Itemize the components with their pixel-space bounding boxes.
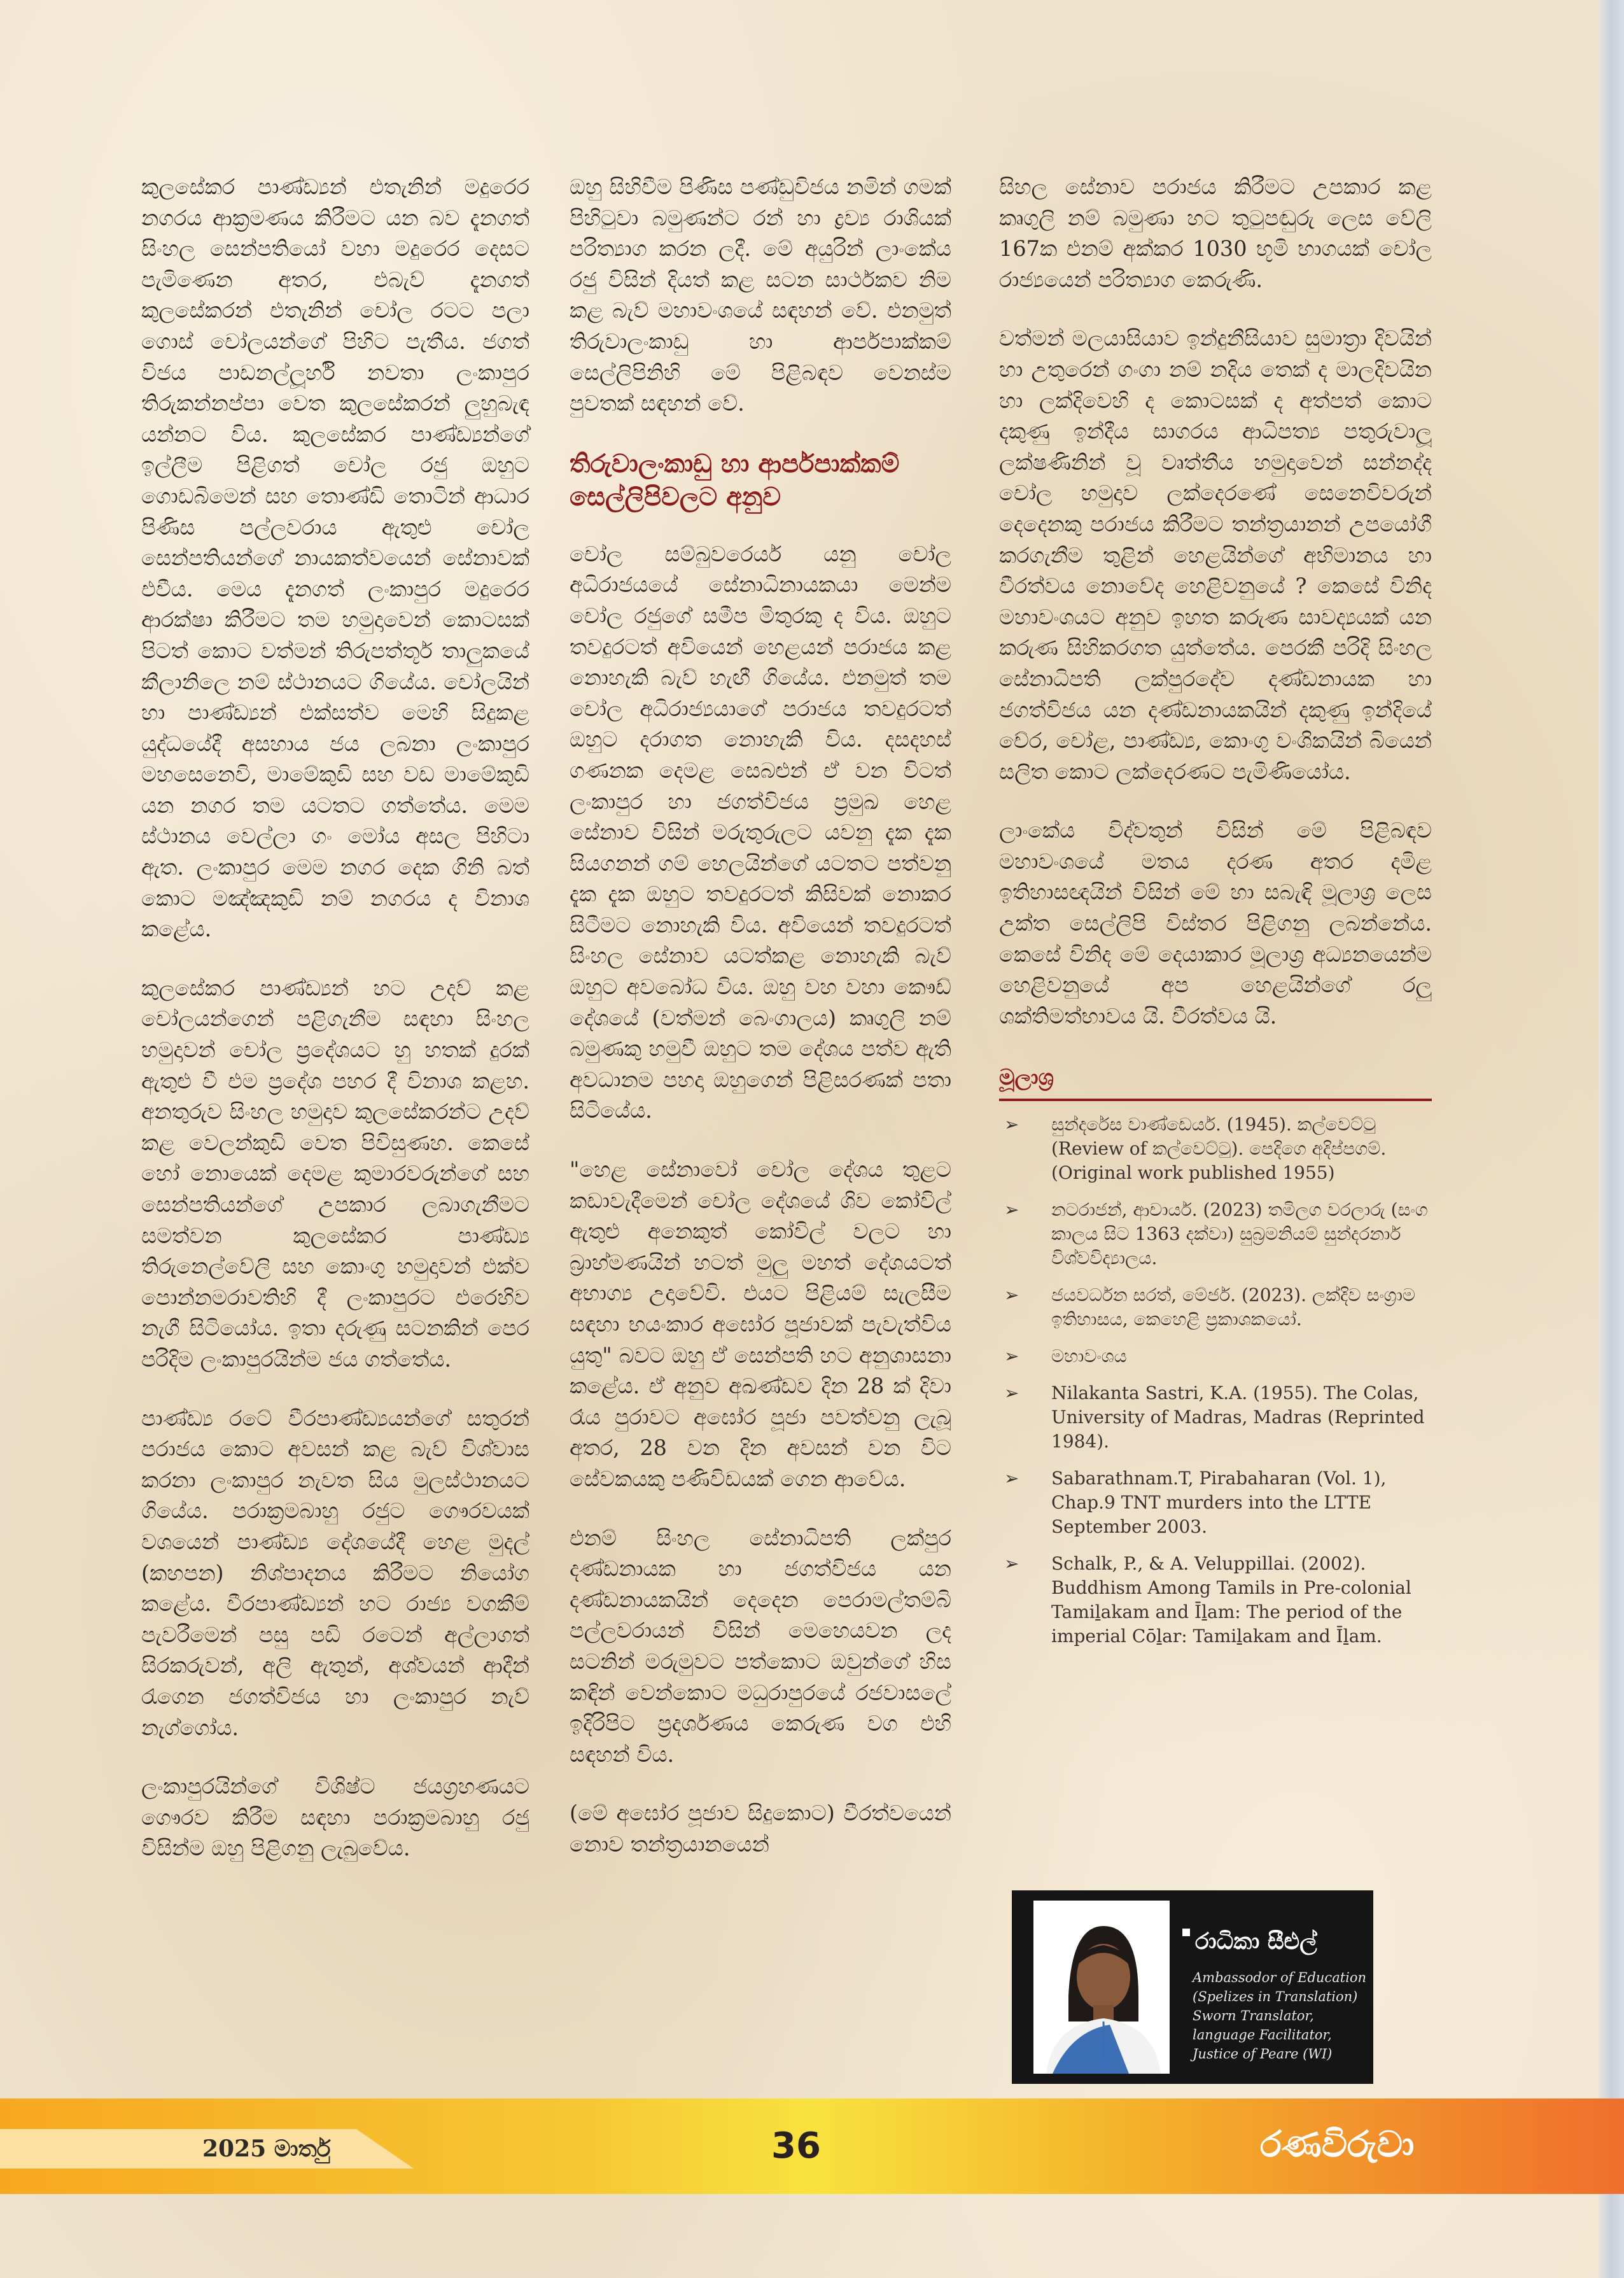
reference-item <box>999 1381 1432 1454</box>
reference-text: Schalk, P., & A. Veluppillai. (2002). Buddhism Among Tamils in Pre-colonial Tamiḻakam and Īḻam: The period of the imperial Cōḻar: Tamiḻakam and Īḻam. <box>1051 1553 1411 1647</box>
references-list <box>999 1113 1432 1649</box>
reference-text: සුන්දරේස වාණ්ඩෙයර්. (1945). කල්වෙට්ටු (Review of කල්වෙට්ටු). පෙදිගෙ අදිප්පගම්. (Original work published 1955) <box>1051 1114 1387 1184</box>
paragraph: "හෙළ සේනාවෝ චෝල දේශය තුළට කඩාවැදීමෙන් චෝල දේශයේ ශිව කෝවිල් ඇතුළු අනෙකුත් කෝවිල් වලට හා බ්‍රාහ්මණයින් හටත් මුලු මහත් දේශයටත් අභාග්‍ය උදාවේවි. එයට පිළියම් සැලසීම සඳහා භයංකාර අඝෝර පූජාවක් පැවැත්විය යුතු" බවට ඔහු ඒ සෙන්පති හට අනුශාසනා කළේය. ඒ අනුව අඛණ්ඩව දින 28 ක් දිවා රෑය පුරාවට අඝෝර පූජා පවත්වනු ලැබූ අතර, 28 වන දින අවසන් වන විට සේවකයකු පණිවිඩයක් ගෙන ආවේය. <box>570 1157 951 1491</box>
paragraph: ඔහු සිහිවීම පිණිස පණ්ඩුවිජය නමින් ගමක් පිහිටුවා බමුණන්ට රන් හා ද්‍රව්‍ය රාශියක් පරිත්‍යාග කරන ලදී. මේ අයුරින් ලාංකේය රජු විසින් දියත් කළ සටන සාර්ථකව නිම කළ බැව් මහාවංශයේ සඳහන් වේ. එනමුත් තිරුවාලංකාඩු හා ආර්පපාක්කම් සෙල්ලිපිනිහි මේ පිළිබඳව වෙනස්ම පුවතක් සඳහන් වේ. <box>570 174 951 416</box>
paragraph: සිහල සේනාව පරාජය කිරීමට උපකාර කළ කෘගුලි නම් බමුණා හට තුටුපඬුරු ලෙස වේලි 167ක එනම් අක්කර 1030 භූමි භාගයක් චෝල රාජ්‍යයෙන් පරිත්‍යාග කෙරුණි. <box>999 174 1432 292</box>
author-role-line: Sworn Translator, <box>1193 2008 1314 2023</box>
reference-text: නටරාජන්, ආචාර්ය. (2023) තමිලග වරලාරු (සංග කාලය සිට 1363 දක්වා) සුබ්‍රමනියම් සුන්දරනාර් විශ්වවිද්‍යාලය. <box>1051 1199 1428 1269</box>
paragraph: (මේ අඝෝර පූජාව සිදුකොට) වීරත්වයෙන් නොව තන්ත්‍රයානයෙන් <box>570 1801 951 1857</box>
paragraph: ලංකාපුරයින්ගේ විශිෂ්ට ජයග්‍රහණයට ගෞරව කිරීම සඳහා පරාක්‍රමබාහු රජු විසින්ම ඔහු පිළිගනු ලැබුවේය. <box>141 1774 529 1861</box>
arrow-bullet-icon: ➢ <box>1004 1114 1019 1135</box>
reference-item <box>999 1552 1432 1649</box>
column-2 <box>570 172 951 1888</box>
arrow-bullet-icon: ➢ <box>1004 1346 1019 1367</box>
paragraph: කුලසේකර පාණ්ඩ්‍යන් එතැනින් මදුරෙර නගරය ආක්‍රමණය කිරීමට යන බව දැනගත් සිංහල සෙන්පතියෝ වහා මදුරෙර දෙසට පැමිණෙන අතර, එබැව් දැනගත් කුලසේකරන් එතැනින් චෝල රටට පලා ගොස් චෝලයන්ගේ පිහිට පැතීය. ජගත් විජය පාඩනල්ලූර්හි නවතා ලංකාපුර තිරුකන්නප්පා වෙත කුලසේකරන් ලුහුබැඳ යන්නට විය. කුලසේකර පාණ්ඩ්‍යන්ගේ ඉල්ලීම පිළිගත් චෝල රජු ඔහුට ගොඩබිමෙන් සහ තොණ්ඩි තොටින් ආධාර පිණිස පල්ලවරාය ඇතුළු චෝල සෙන්පතියන්ගේ නායකත්වයෙන් සේනාවක් එවීය. මෙය දැනගත් ලංකාපුර මදුරෙර ආරක්ෂා කිරීමට තම හමුදාවෙන් කොටසක් පිටත් කොට වත්මන් තිරුපත්තූර් තාලුකයේ කීලානිලෙ නම් ස්ථානයට ගියේය. චෝලයින් හා පාණ්ඩ්‍යන් එක්සත්ව මෙහි සිදුකළ යුද්ධයේදී අසහාය ජය ලබනා ලංකාපුර මහසෙනෙවි, මාමේකුඩි සහ වඩ මාමේකුඩි යන නගර තම යටතට ගත්තේය. මෙම ස්ථානය වෙල්ලා ගං මෝය අසල පිහිටා ඇත. ලංකාපුර මෙම නගර දෙක ගිනි බත් කොට මඤ්ඤකුඩි නම් නගරය ද විනාශ කළේය. <box>141 174 529 942</box>
reference-item <box>999 1344 1432 1368</box>
page-edge <box>1599 0 1624 2278</box>
reference-item <box>999 1466 1432 1539</box>
page-number: 36 <box>771 2125 821 2167</box>
reference-text: මහාවංශය <box>1051 1346 1127 1367</box>
issue-date: 2025 මාර්තු <box>202 2135 331 2162</box>
author-photo <box>1033 1901 1170 2074</box>
paragraph: පාණ්ඩ්‍ය රටේ වීරපාණ්ඩ්‍යයන්ගේ සතුරන් පරාජය කොට අවසන් කළ බැව් විශ්වාස කරනා ලංකාපුර නැවත සිය මුලස්ථානයට ගියේය. පරාක්‍රමබාහු රජුට ගෞරවයක් වශයෙන් පාණ්ඩ්‍ය දේශයේදී හෙළ මුදල් (කහපන) නිශ්පාදනය කිරීමට නියෝග කළේය. වීරපාණ්ඩ්‍යන් හට රාජ්‍ය වගකීම් පැවරීමෙන් පසු පඩි රටෙන් අල්ලාගත් සිරකරුවන්, අලි ඇතුන්, අශ්වයන් ආදීන් රැගෙන ජගත්විජය හා ලංකාපුර නැව් නැග්ගෝය. <box>141 1405 529 1740</box>
reference-item <box>999 1198 1432 1270</box>
arrow-bullet-icon: ➢ <box>1004 1284 1019 1306</box>
paragraph: එනම් සිංහල සේනාධිපති ලක්පුර දණ්ඩනායක හා ජගත්විජය යන දණ්ඩනායකයින් දෙදෙන පෙරාමල්තම්බි පල්ලවරායන් විසින් මෙහෙයවන ලද සටනින් මරුමුවට පත්කොට ඔවුන්ගේ හිස කඳින් වෙන්කොට මධුරාපුරයේ රජවාසලේ ඉදිරිපිට ප්‍රදර්ශණය කෙරුණ වග එහි සඳහන් විය. <box>570 1525 951 1767</box>
column-3 <box>999 172 1432 1661</box>
reference-text: ජයවර්ධන සරත්, මේජර්. (2023). ලක්දිව සංග්‍රාම ඉතිහාසය, කෙහෙළි ප්‍රකාශකයෝ. <box>1051 1284 1416 1330</box>
paragraph: චෝල සම්බුවරෙයර් යනු චෝල අධිරාජයයේ සේනාධිනායකයා මෙන්ම චෝල රජුගේ සමීප මිතුරකු ද විය. ඔහුට තවදුරටත් අවියෙන් හෙළයන් පරාජය කළ නොහැකි බැව් හැඟී ගියේය. එනමුත් තම චෝල අධිරාජ්‍යයාගේ පරාජය තවදුරටත් ඔහුට දරාගත නොහැකි විය. දසදහස් ගණනක දෙමළ සෙබළුන් ඒ වන විටත් ලංකාපුර හා ජගත්විජය ප්‍රමුඛ හෙළ සේනාව විසින් මරුතුරුලට යවනු දැක දැක සියගනන් ගම් හෙලයින්ගේ යටතට පත්වනු දැක දැක ඔහුට තවදුරටත් කිසිවක් නොකර සිටීමට නොහැකි විය. අවියෙන් තවදුරටත් සිංහල සේනාව යටත්කළ නොහැකි බැව් ඔහුට අවබෝධ විය. ඔහු වහ වහා කෞඩ් දේශයේ (වත්මන් බෙංගාලය) කෘගුලි නම් බමුණකු හමුවී ඔහුට තම දේශය පත්ව ඇති අවධානම පහදා ඔහුගෙන් පිළිසරණක් පතා සිටියේය. <box>570 541 951 1123</box>
reference-text: Sabarathnam.T, Pirabaharan (Vol. 1), Chap.9 TNT murders into the LTTE September 2003. <box>1051 1468 1387 1538</box>
footer-bar <box>0 2099 1624 2194</box>
arrow-bullet-icon: ➢ <box>1004 1468 1019 1489</box>
paragraph: වත්මන් මලයාසියාව ඉන්දුනීසියාව සුමාත්‍රා දිවයින් හා උතුරෙන් ගංගා නම් නදිය තෙක් ද මාලදිවයින හා ලක්දිවෙහි ද කොටසක් ද අත්පත් කොට දකුණු ඉන්දීය සාගරය ආධිපත්‍ය පතුරුවාලූ ලක්ෂණිනින් වූ වෘත්තීය හමුදාවෙන් සන්නද්ද චෝල හමුදාව ලක්දෙරණේ සෙනෙවිවරුන් දෙදෙනකු පරාජය කිරීමට තන්ත්‍රයානන් උපයෝගී කරගැනීම තුළින් හෙළයින්ගේ අභිමානය හා වීරත්වය නොවේද හෙළිවනුයේ ? කෙසේ විනිද මහාවංශයට අනුව ඉහත කරුණ සාවද්‍යයක් යන කරුණ සිහිකරගත යුත්තේය. පෙරකී පරිදි සිංහල සේනාධිපති ලක්පුරදේව දණ්ඩනායක හා ජගත්විජය යන දණ්ඩනායකයින් දකුණු ඉන්දියේ චේර, චෝළ, පාණ්ඩ්‍ය, කොංගු වංශිකයින් බියෙන් සලිත කොට ලක්දෙරණට පැමිණියෝය. <box>999 326 1432 784</box>
paragraph: ලාංකේය විද්වතුන් විසින් මේ පිළිබඳව මහාවංශයේ මතය දරණ අතර දමිළ ඉතිහාසඥයින් විසින් මේ හා සබැඳි මූලාශ්‍ර ලෙස උක්ත සෙල්ලිපි විස්තර පිළිගනු ලබන්නේය. කෙසේ විනිද මේ දෙයාකාර මූලාශ්‍ර අධ්‍යනයෙන්ම හෙළිවනුයේ අප හෙළයින්ගේ රලු ශක්තිමත්භාවය යි. වීරත්වය යි. <box>999 818 1432 1029</box>
reference-text: Nilakanta Sastri, K.A. (1955). The Colas, University of Madras, Madras (Reprinted 1984). <box>1051 1382 1425 1452</box>
author-role-line: (Spelizes in Translation) <box>1193 1989 1358 2004</box>
reference-item <box>999 1283 1432 1332</box>
arrow-bullet-icon: ➢ <box>1004 1553 1019 1575</box>
author-role-line: Ambassodor of Education <box>1193 1970 1367 1985</box>
arrow-bullet-icon: ➢ <box>1004 1382 1019 1404</box>
references-title: මූලාශ්‍ර <box>999 1062 1432 1101</box>
magazine-brand: රණවිරුවා <box>1260 2124 1415 2165</box>
paragraph: කුලසේකර පාණ්ඩ්‍යන් හට උදව් කළ චෝලයන්ගෙන් පළිගැනීම සඳහා සිංහල හමුදාවන් චෝල ප්‍රදේශයට හු හතක් දුරක් ඇතුළු වී එම ප්‍රදේශ පහර දී විනාශ කළහ. අනතුරුව සිංහල හමුදාව කුලසේකරන්ට උදව් කළ වෙලන්කුඩි වෙත පිවිසුණහ. කෙසේ හෝ නොයෙක් දෙමළ කුමාරවරුන්ගේ සහ සෙන්පතියන්ගේ උපකාර ලබාගැනීමට සමත්වන කුලසේකර පාණ්ඩ්‍ය තිරුනෙල්වේලි සහ කොංගු හමුදාවන් එක්ව පොන්නමරාවතිහි දී ලංකාපුරට එරෙහිව නැගී සිටියෝය. ඉතා දරුණු සටනකින් පෙර පරිදිම ලංකාපුරයින්ම ජය ගත්තේය. <box>141 975 529 1372</box>
column-1 <box>141 172 529 1892</box>
author-box <box>1012 1890 1373 2084</box>
author-portrait-icon <box>1033 1901 1170 2074</box>
arrow-bullet-icon: ➢ <box>1004 1199 1019 1221</box>
author-name: රාධිකා සීළුල් <box>1182 1929 1317 1955</box>
author-role <box>1193 1968 1371 2064</box>
section-subheading: තිරුවාලංකාඩු හා ආර්පපාක්කම් සෙල්ලිපිවලට අනුව <box>570 448 900 512</box>
author-role-line: Justice of Peare (WI) <box>1193 2046 1333 2062</box>
author-role-line: language Facilitator, <box>1193 2027 1332 2042</box>
reference-item <box>999 1113 1432 1185</box>
